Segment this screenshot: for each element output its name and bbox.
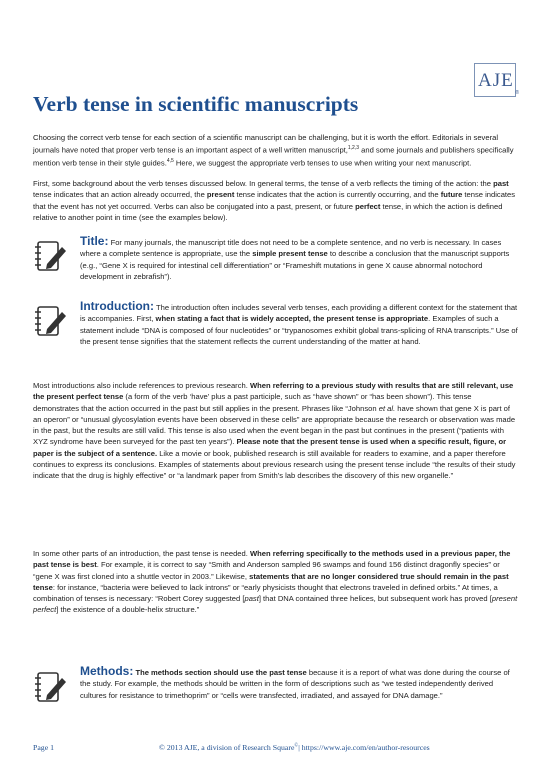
text-run: ] the existence of a double-helix structure.” xyxy=(56,605,200,615)
aje-logo xyxy=(474,57,520,99)
text-run: tense, in which the action is defined relative to another point in time (see the examples below). xyxy=(33,201,503,222)
text-run: have shown that gene X is part of an operon” or “unusual glycosylation events have been observed in these cells” are appropriate because the research or observation was made in the past, but the results are still valid. This tense is also used when the event began in the past but continues in the present (“patients with XYZ syndrome have been surveyed for the past ten years”). xyxy=(33,403,516,447)
citation-superscript: 1,2,3 xyxy=(347,145,360,152)
copyright-text: © 2013 AJE, a division of Research Square xyxy=(159,743,295,752)
copyright-superscript: © xyxy=(294,743,299,749)
italic-term: past xyxy=(244,594,259,604)
page-number: Page 1 xyxy=(33,743,55,752)
bold-term: future xyxy=(440,190,463,200)
bold-term: present xyxy=(206,190,235,200)
bold-term: The methods section should use the past tense xyxy=(133,668,307,677)
notepad-pencil-icon xyxy=(33,238,69,274)
citation-superscript: 4,5 xyxy=(166,158,174,165)
text-run: tense indicates that the action is currently occurring, and the xyxy=(234,190,441,200)
bold-term: When referring to a previous study with results that are still relevant, use the present perfect tense xyxy=(33,381,514,402)
bold-term: simple present tense xyxy=(252,249,328,259)
italic-term: et al. xyxy=(378,403,396,413)
introduction-paragraph-previous-research xyxy=(33,380,518,482)
page-title: Verb tense in scientific manuscripts xyxy=(33,92,359,116)
text-run: First, some background about the verb tenses discussed below. In general terms, the tense of a verb reflects the timing of the action: the xyxy=(33,179,494,188)
text-run: tense indicates that the event has not yet occurred. Verbs can also be conjugated into a past, present, or future xyxy=(33,190,516,211)
footer-copyright xyxy=(159,743,430,752)
text-run: . For example, it is correct to say “Smith and Anderson sampled 96 swamps and found 156 distinct dragonfly species” or “gene X was first cloned into a shuttle vector in 2003.” Likewise, xyxy=(33,560,500,581)
intro-paragraph-1 xyxy=(33,132,518,169)
text-run: because it is a report of what was done during the course of the study. For example, the methods should be written in the form of descriptions such as “we tested independently derived cultures for resistance to trimethoprim” or “cells were transfected, irradiated, and assayed for DNA damage.” xyxy=(80,668,510,700)
text-run: In some other parts of an introduction, the past tense is needed. xyxy=(33,549,250,558)
methods-section xyxy=(80,666,520,701)
text-run: Here, we suggest the appropriate verb tenses to use when writing your next manuscript. xyxy=(173,158,472,168)
text-run: Like a movie or book, published research is still available for readers to examine, and a paper therefore continues to express its conclusions. Examples of statements about previous research using the present tense include “the results of their study indicate that the drug is highly effective” or “a landmark paper from Smith’s lab describes the discovery of this new organelle.” xyxy=(33,448,516,481)
text-run: ] that DNA contained three helices, but subsequent work has proved [ xyxy=(258,594,492,604)
bold-term: statements that are no longer considered true should remain in the past tense xyxy=(33,571,509,592)
text-run: For many journals, the manuscript title does not need to be a complete sentence, and no verb is necessary. In cases where a complete sentence is appropriate, use the xyxy=(80,238,502,259)
bold-term: perfect xyxy=(355,201,381,211)
notepad-pencil-icon xyxy=(33,669,69,705)
bold-term: Please note that the present tense is used when a specific result, figure, or paper is the subject of a sentence. xyxy=(33,437,507,458)
intro-paragraph-2 xyxy=(33,178,518,223)
logo-text: AJE xyxy=(478,70,514,91)
introduction-paragraph-past-tense xyxy=(33,548,518,616)
bold-term: When referring specifically to the methods used in a previous paper, the past tense is best xyxy=(33,549,511,570)
bold-term: past xyxy=(493,179,509,188)
text-run: and some journals and publishers specifically mention verb tense in their style guides. xyxy=(33,145,514,168)
text-run: Most introductions also include references to previous research. xyxy=(33,381,250,390)
bold-term: when stating a fact that is widely accepted, the present tense is appropriate xyxy=(155,314,429,324)
section-heading-introduction: Introduction: xyxy=(80,299,154,313)
footer-url: | https://www.aje.com/en/author-resources xyxy=(298,743,430,752)
title-section xyxy=(80,236,520,282)
italic-term: present perfect xyxy=(33,594,518,615)
text-run: Choosing the correct verb tense for each section of a scientific manuscript can be challenging, but it is worth the effort. Editorials in several journals have noted that proper verb tense is an important aspect of a well written manuscript, xyxy=(33,133,499,155)
text-run: (a form of the verb ‘have’ plus a past participle, such as “have shown” or “has been shown”). This tense demonstrates that the action occurred in the past but still applies in the present. Phrases like “Johnson xyxy=(33,392,472,413)
logo-registered-mark: ® xyxy=(515,90,519,96)
text-run: tense indicates that an action already occurred, the xyxy=(33,190,207,200)
notepad-pencil-icon xyxy=(33,303,69,339)
text-run: to describe a conclusion that the manuscript supports (e.g., “Gene X is required for intestinal cell differentiation” or “Frameshift mutations in gene X cause abnormal notochord development in zebrafish”). xyxy=(80,249,510,281)
text-run: The introduction often includes several verb tenses, each providing a different context for the statement that is accompanies. First, xyxy=(80,303,518,324)
section-heading-title: Title: xyxy=(80,234,109,248)
introduction-section xyxy=(80,301,520,347)
text-run: . Examples of such a statement include “DNA is composed of four nucleotides” or “trypanosomes exhibit global trans-splicing of RNA transcripts.” Use of the present tense signifies that the statement reflects the current understanding of the matter at hand. xyxy=(80,314,518,346)
text-run: : for instance, “bacteria were believed to lack introns” or “early physicists thought that electrons traveled in defined orbits.” At times, a combination of tenses is necessary: “Robert Corey suggested [ xyxy=(33,582,498,604)
section-heading-methods: Methods: xyxy=(80,664,134,678)
